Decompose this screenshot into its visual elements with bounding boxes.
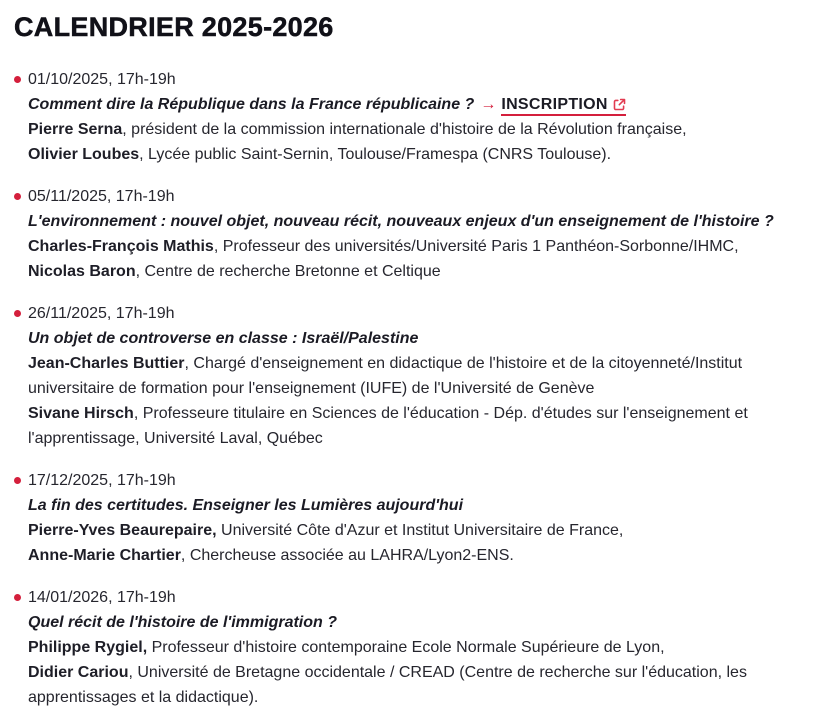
inscription-link[interactable] <box>501 96 625 116</box>
arrow-right-icon: → <box>480 96 497 113</box>
events-list <box>14 67 814 710</box>
event-title-text: L'environnement : nouvel objet, nouveau récit, nouveaux enjeux d'un enseignement de l'histoire ? <box>28 213 774 230</box>
speaker-description: l'apprentissage, Université Laval, Québec <box>28 430 323 447</box>
speaker-name: Nicolas Baron <box>28 263 136 280</box>
event-lines <box>28 117 814 167</box>
event-item <box>14 67 814 167</box>
event-lines <box>28 518 814 568</box>
speaker-description: , Lycée public Saint-Sernin, Toulouse/Framespa (CNRS Toulouse). <box>139 146 612 163</box>
event-title-line <box>28 92 814 117</box>
speaker-description: Professeur d'histoire contemporaine Ecole Normale Supérieure de Lyon, <box>147 639 665 656</box>
speaker-name: Sivane Hirsch <box>28 405 134 422</box>
event-title-text: Un objet de controverse en classe : Israël/Palestine <box>28 330 419 347</box>
event-lines <box>28 234 814 284</box>
speaker-line <box>28 543 814 568</box>
speaker-name: Charles-François Mathis <box>28 238 214 255</box>
speaker-description: , Chargé d'enseignement en didactique de l'histoire et de la citoyenneté/Institut <box>184 355 743 372</box>
event-title-text: La fin des certitudes. Enseigner les Lumières aujourd'hui <box>28 497 464 514</box>
event-title-line <box>28 326 814 351</box>
bullet-dot-icon <box>14 76 21 83</box>
speaker-line <box>28 351 814 376</box>
speaker-name: Philippe Rygiel, <box>28 639 148 656</box>
bullet-dot-icon <box>14 477 21 484</box>
speaker-line <box>28 685 814 710</box>
speaker-line <box>28 376 814 401</box>
event-item <box>14 184 814 284</box>
event-item <box>14 468 814 568</box>
speaker-description: , Professeur des universités/Université Paris 1 Panthéon-Sorbonne/IHMC, <box>213 238 739 255</box>
event-date: 05/11/2025, 17h-19h <box>28 188 175 205</box>
speaker-name: Pierre Serna <box>28 121 123 138</box>
speaker-description: apprentissages et la didactique). <box>28 689 259 706</box>
speaker-description: , Centre de recherche Bretonne et Celtique <box>135 263 441 280</box>
external-link-icon <box>613 98 626 111</box>
speaker-line <box>28 660 814 685</box>
speaker-description: , Chercheuse associée au LAHRA/Lyon2-ENS. <box>180 547 514 564</box>
event-title-line <box>28 209 814 234</box>
event-lines <box>28 351 814 451</box>
bullet-dot-icon <box>14 594 21 601</box>
speaker-line <box>28 518 814 543</box>
event-lines <box>28 635 814 710</box>
event-title-line <box>28 610 814 635</box>
speaker-line <box>28 142 814 167</box>
page-title: CALENDRIER 2025-2026 <box>14 12 334 42</box>
speaker-name: Jean-Charles Buttier <box>28 355 185 372</box>
speaker-name: Anne-Marie Chartier <box>28 547 181 564</box>
speaker-name: Olivier Loubes <box>28 146 140 163</box>
event-title-text: Comment dire la République dans la France républicaine ? <box>28 96 475 113</box>
speaker-description: , Professeure titulaire en Sciences de l'éducation - Dép. d'études sur l'enseignement et <box>133 405 748 422</box>
bullet-dot-icon <box>14 310 21 317</box>
event-date: 14/01/2026, 17h-19h <box>28 589 176 606</box>
event-link-wrap <box>474 96 625 113</box>
event-date: 17/12/2025, 17h-19h <box>28 472 176 489</box>
speaker-description: Université Côte d'Azur et Institut Universitaire de France, <box>216 522 624 539</box>
event-date: 26/11/2025, 17h-19h <box>28 305 175 322</box>
speaker-line <box>28 234 814 259</box>
speaker-line <box>28 259 814 284</box>
speaker-line <box>28 426 814 451</box>
speaker-name: Pierre-Yves Beaurepaire, <box>28 522 217 539</box>
speaker-description: , Université de Bretagne occidentale / CREAD (Centre de recherche sur l'éducation, les <box>128 664 747 681</box>
speaker-description: , président de la commission internationale d'histoire de la Révolution française, <box>122 121 687 138</box>
speaker-name: Didier Cariou <box>28 664 129 681</box>
event-title-line <box>28 493 814 518</box>
event-item <box>14 301 814 451</box>
speaker-line <box>28 401 814 426</box>
event-title-text: Quel récit de l'histoire de l'immigration ? <box>28 614 337 631</box>
speaker-line <box>28 635 814 660</box>
speaker-line <box>28 117 814 142</box>
event-item <box>14 585 814 710</box>
event-date: 01/10/2025, 17h-19h <box>28 71 176 88</box>
speaker-description: universitaire de formation pour l'enseignement (IUFE) de l'Université de Genève <box>28 380 595 397</box>
bullet-dot-icon <box>14 193 21 200</box>
inscription-label: INSCRIPTION <box>501 96 608 113</box>
